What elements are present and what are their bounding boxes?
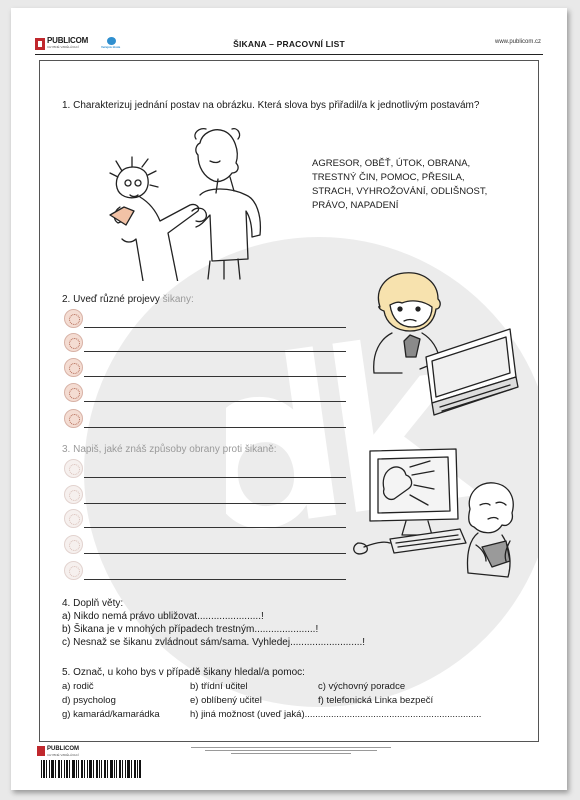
question-5-title: 5. Označ, u koho bys v případě šikany hledal/a pomoc: bbox=[62, 667, 305, 678]
sentence-c: c) Nesnaž se šikanu zvládnout sám/sama. Vyhledej..........................! bbox=[62, 637, 366, 648]
footer-publisher: PUBLICOM bbox=[47, 746, 79, 752]
crying-girl-computer-illustration bbox=[350, 447, 530, 597]
answer-bullet-icon bbox=[64, 535, 83, 554]
question-1-text: 1. Charakterizuj jednání postav na obrázku. Která slova bys přiřadil/a k jednotlivým postavám? bbox=[62, 100, 480, 111]
question-2-text bbox=[62, 293, 194, 306]
footer-publisher-subtitle: CHYBNÉ VZDĚLÁVACÍ bbox=[47, 753, 79, 757]
answer-bullet-icon bbox=[64, 333, 83, 352]
answer-line[interactable] bbox=[84, 579, 346, 580]
word-bank-line: TRESTNÝ ČIN, POMOC, PŘESILA, bbox=[312, 172, 465, 183]
barcode-icon bbox=[41, 760, 141, 778]
answer-bullet-icon bbox=[64, 561, 83, 580]
publisher-subtitle: CHYBNÉ VZDĚLÁVACÍ bbox=[47, 45, 79, 49]
question-2-label: 2. Uveď různé projevy bbox=[62, 294, 163, 305]
answer-bullet-icon bbox=[64, 409, 83, 428]
sentence-b: b) Šikana je v mnohých případech trestným......................! bbox=[62, 624, 319, 635]
question-3-text: 3. Napiš, jaké znáš způsoby obrany proti šikaně: bbox=[62, 444, 277, 455]
page-header bbox=[11, 8, 567, 58]
answer-line[interactable] bbox=[84, 327, 346, 328]
answer-line[interactable] bbox=[84, 351, 346, 352]
website-link[interactable]: www.publicom.cz bbox=[494, 39, 541, 45]
worksheet-page bbox=[11, 8, 567, 790]
option-b[interactable]: b) třídní učitel bbox=[190, 681, 248, 692]
word-bank bbox=[312, 157, 512, 213]
question-4-title: 4. Doplň věty: bbox=[62, 598, 124, 609]
answer-bullet-icon bbox=[64, 459, 83, 478]
question-2-highlight: šikany: bbox=[162, 294, 194, 305]
option-d[interactable]: d) psycholog bbox=[62, 695, 116, 706]
option-c[interactable]: c) výchovný poradce bbox=[318, 681, 406, 692]
answer-line[interactable] bbox=[84, 477, 346, 478]
two-boys-bullying-illustration bbox=[106, 123, 278, 281]
publisher-name: PUBLICOM bbox=[47, 36, 89, 45]
option-f[interactable]: f) telefonická Linka bezpečí bbox=[318, 695, 434, 706]
answer-bullet-icon bbox=[64, 485, 83, 504]
answer-bullet-icon bbox=[64, 509, 83, 528]
option-g[interactable]: g) kamarád/kamarádka bbox=[62, 709, 160, 720]
answer-line[interactable] bbox=[84, 553, 346, 554]
answer-bullet-icon bbox=[64, 358, 83, 377]
worksheet-frame bbox=[39, 60, 539, 742]
answer-line[interactable] bbox=[84, 503, 346, 504]
girl-with-laptop-illustration bbox=[370, 271, 520, 419]
footer-logo-icon bbox=[37, 746, 45, 756]
option-h[interactable]: h) jiná možnost (uveď jaká)................................................................... bbox=[190, 709, 482, 720]
sentence-a: a) Nikdo nemá právo ubližovat.......................! bbox=[62, 611, 264, 622]
answer-line[interactable] bbox=[84, 527, 346, 528]
answer-line[interactable] bbox=[84, 427, 346, 428]
word-bank-line: PRÁVO, NAPADENÍ bbox=[312, 200, 399, 211]
footer-fine-print bbox=[191, 747, 391, 757]
answer-bullet-icon bbox=[64, 383, 83, 402]
answer-line[interactable] bbox=[84, 376, 346, 377]
option-a[interactable]: a) rodič bbox=[62, 681, 94, 692]
page-title: ŠIKANA – PRACOVNÍ LIST bbox=[233, 39, 345, 49]
answer-bullet-icon bbox=[64, 309, 83, 328]
answer-line[interactable] bbox=[84, 401, 346, 402]
header-divider bbox=[35, 54, 543, 55]
option-e[interactable]: e) oblíbený učitel bbox=[190, 695, 262, 706]
partner-logo-text: Veřejná škola bbox=[101, 45, 121, 49]
word-bank-line: STRACH, VYHROŽOVÁNÍ, ODLIŠNOST, bbox=[312, 186, 488, 197]
word-bank-line: AGRESOR, OBĚŤ, ÚTOK, OBRANA, bbox=[312, 158, 471, 169]
